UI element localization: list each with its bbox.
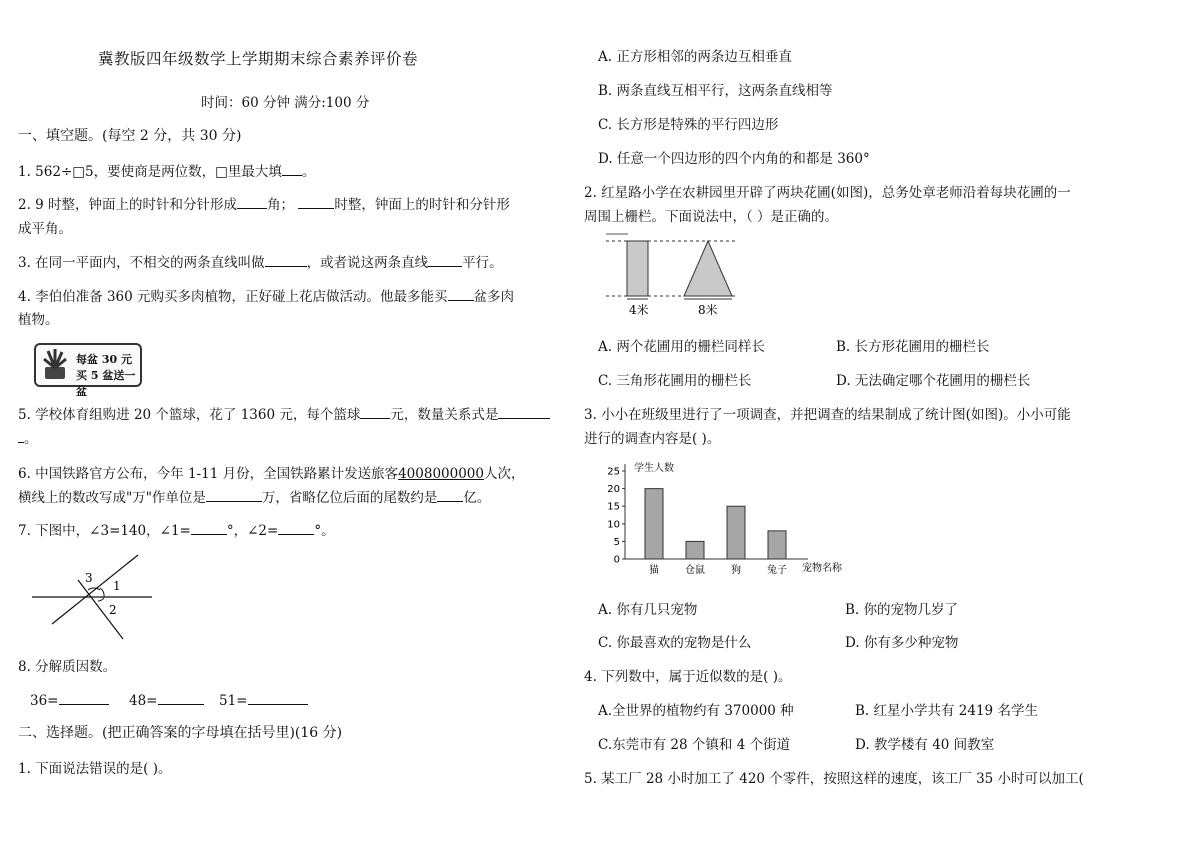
time-info: 时间：60 分钟 满分:100 分 <box>201 95 370 111</box>
answer-blank[interactable] <box>298 194 334 209</box>
answer-blank[interactable] <box>237 194 267 209</box>
fill-question-6-cont: 横线上的数改写成"万"作单位是 万，省略亿位后面的尾数约是 亿。 <box>18 486 490 506</box>
y-tick-label-1: 5 <box>613 536 620 548</box>
x-tick-label-2: 狗 <box>731 565 741 576</box>
q3-option-a[interactable]: A. 你有几只宠物 <box>598 602 698 618</box>
x-tick-label-0: 猫 <box>649 565 659 576</box>
angle-label-3: 3 <box>85 571 93 585</box>
promo-line-1: 每盆 30 元 <box>76 353 132 366</box>
fill-question-4-cont: 植物。 <box>18 312 59 328</box>
q2-option-b[interactable]: B. 长方形花圃用的栅栏长 <box>836 339 990 355</box>
page-title: 冀教版四年级数学上学期期末综合素养评价卷 <box>98 50 419 68</box>
answer-blank[interactable] <box>448 286 474 301</box>
q3-option-c[interactable]: C. 你最喜欢的宠物是什么 <box>598 635 752 651</box>
q3-option-d[interactable]: D. 你有多少种宠物 <box>845 635 959 651</box>
q1-option-c[interactable]: C. 长方形是特殊的平行四边形 <box>598 117 779 133</box>
x-tick-label-3: 兔子 <box>767 565 787 576</box>
q1-option-d[interactable]: D. 任意一个四边形的四个内角的和都是 360° <box>598 151 870 167</box>
answer-blank[interactable] <box>191 520 227 535</box>
choice-question-4: 4. 下列数中，属于近似数的是( )。 <box>584 669 792 685</box>
answer-blank[interactable] <box>498 404 550 419</box>
bar-3 <box>768 531 786 559</box>
fill-question-6: 6. 中国铁路官方公布，今年 1-11 月份，全国铁路累计发送旅客4008000000人次， <box>18 466 525 482</box>
triangle-garden <box>684 241 732 296</box>
y-tick-label-3: 15 <box>607 501 620 513</box>
answer-blank[interactable] <box>437 487 463 502</box>
choice-question-2: 2. 红星路小学在农耕园里开辟了两块花圃(如图)，总务处章老师沿着每块花圃的一 <box>584 185 1071 201</box>
q2-option-d[interactable]: D. 无法确定哪个花圃用的栅栏长 <box>836 373 1031 389</box>
angle-arc-2 <box>98 598 104 601</box>
promo-line-2: 买 5 盆送一盆 <box>76 369 136 398</box>
factor-36: 36= <box>30 690 109 709</box>
bar-1 <box>686 541 704 559</box>
slanted-line-1 <box>52 555 138 624</box>
y-tick-label-5: 25 <box>607 466 620 478</box>
promo-sign <box>34 343 142 398</box>
fill-question-8: 8. 分解质因数。 <box>18 659 117 675</box>
answer-blank[interactable] <box>282 161 302 176</box>
q2-option-a[interactable]: A. 两个花圃用的栅栏同样长 <box>598 339 765 355</box>
answer-blank[interactable] <box>360 404 390 419</box>
potted-plant-icon <box>40 347 70 381</box>
rectangle-garden <box>627 241 648 296</box>
answer-blank[interactable] <box>206 487 262 502</box>
label-4m: 4米 <box>629 303 649 317</box>
fill-question-3: 3. 在同一平面内，不相交的两条直线叫做 ，或者说这两条直线 平行。 <box>18 251 503 271</box>
q4-option-c[interactable]: C.东莞市有 28 个镇和 4 个街道 <box>598 737 791 753</box>
answer-blank[interactable] <box>278 520 314 535</box>
bar-0 <box>645 489 663 559</box>
choice-question-2-cont: 周围上栅栏。下面说法中，（ ）是正确的。 <box>584 209 839 225</box>
q3-option-b[interactable]: B. 你的宠物几岁了 <box>845 602 959 618</box>
fill-question-7: 7. 下图中，∠3=140，∠1= °，∠2= °。 <box>18 519 335 539</box>
fill-question-5-cont: 。 <box>18 427 38 447</box>
choice-question-5: 5. 某工厂 28 小时加工了 420 个零件，按照这样的速度，该工厂 35 小时可以加工( <box>584 771 1084 787</box>
choice-question-3: 3. 小小在班级里进行了一项调查，并把调查的结果制成了统计图(如图)。小小可能 <box>584 407 1071 423</box>
x-tick-label-1: 仓鼠 <box>685 565 705 576</box>
angle-figure <box>28 552 158 644</box>
q1-option-a[interactable]: A. 正方形相邻的两条边互相垂直 <box>598 49 792 65</box>
fill-question-2: 2. 9 时整，钟面上的时针和分针形成 角； 时整，钟面上的时针和分针形 <box>18 193 510 213</box>
choice-question-3-cont: 进行的调查内容是( )。 <box>584 431 721 447</box>
fill-question-1: 1. 562÷□5，要使商是两位数，□里最大填 。 <box>18 160 315 180</box>
answer-blank[interactable] <box>248 690 308 705</box>
fill-question-2-cont: 成平角。 <box>18 221 72 237</box>
fill-question-5: 5. 学校体育组购进 20 个篮球，花了 1360 元，每个篮球 元，数量关系式是 <box>18 403 550 423</box>
answer-blank[interactable] <box>265 252 307 267</box>
garden-figure <box>598 232 748 322</box>
factor-48: 48= <box>129 690 204 709</box>
chart-ylabel: 学生人数 <box>634 463 674 474</box>
pet-bar-chart <box>598 458 858 580</box>
angle-label-1: 1 <box>113 579 121 593</box>
fill-question-4: 4. 李伯伯准备 360 元购买多肉植物，正好碰上花店做活动。他最多能买 盆多肉 <box>18 285 514 305</box>
section1-heading: 一、填空题。(每空 2 分，共 30 分) <box>18 128 242 144</box>
section2-heading: 二、选择题。(把正确答案的字母填在括号里)(16 分) <box>18 725 343 741</box>
chart-xlabel: 宠物名称 <box>802 563 842 574</box>
chart-marks <box>607 467 787 576</box>
q4-option-d[interactable]: D. 教学楼有 40 间教室 <box>855 737 995 753</box>
angle-label-2: 2 <box>109 603 117 617</box>
bar-2 <box>727 506 745 559</box>
label-8m: 8米 <box>698 303 718 317</box>
y-tick-label-4: 20 <box>607 484 620 496</box>
answer-blank[interactable] <box>158 690 204 705</box>
q1-option-b[interactable]: B. 两条直线互相平行，这两条直线相等 <box>598 83 833 99</box>
answer-blank[interactable] <box>428 252 462 267</box>
y-tick-label-0: 0 <box>613 554 620 566</box>
q2-option-c[interactable]: C. 三角形花圃用的栅栏长 <box>598 373 752 389</box>
q4-option-a[interactable]: A.全世界的植物约有 370000 种 <box>598 703 794 719</box>
factor-51: 51= <box>219 690 308 709</box>
q4-option-b[interactable]: B. 红星小学共有 2419 名学生 <box>855 703 1038 719</box>
y-tick-label-2: 10 <box>607 519 620 531</box>
angle-arc-1 <box>100 588 104 597</box>
choice-question-1: 1. 下面说法错误的是( )。 <box>18 761 172 777</box>
answer-blank[interactable] <box>59 690 109 705</box>
